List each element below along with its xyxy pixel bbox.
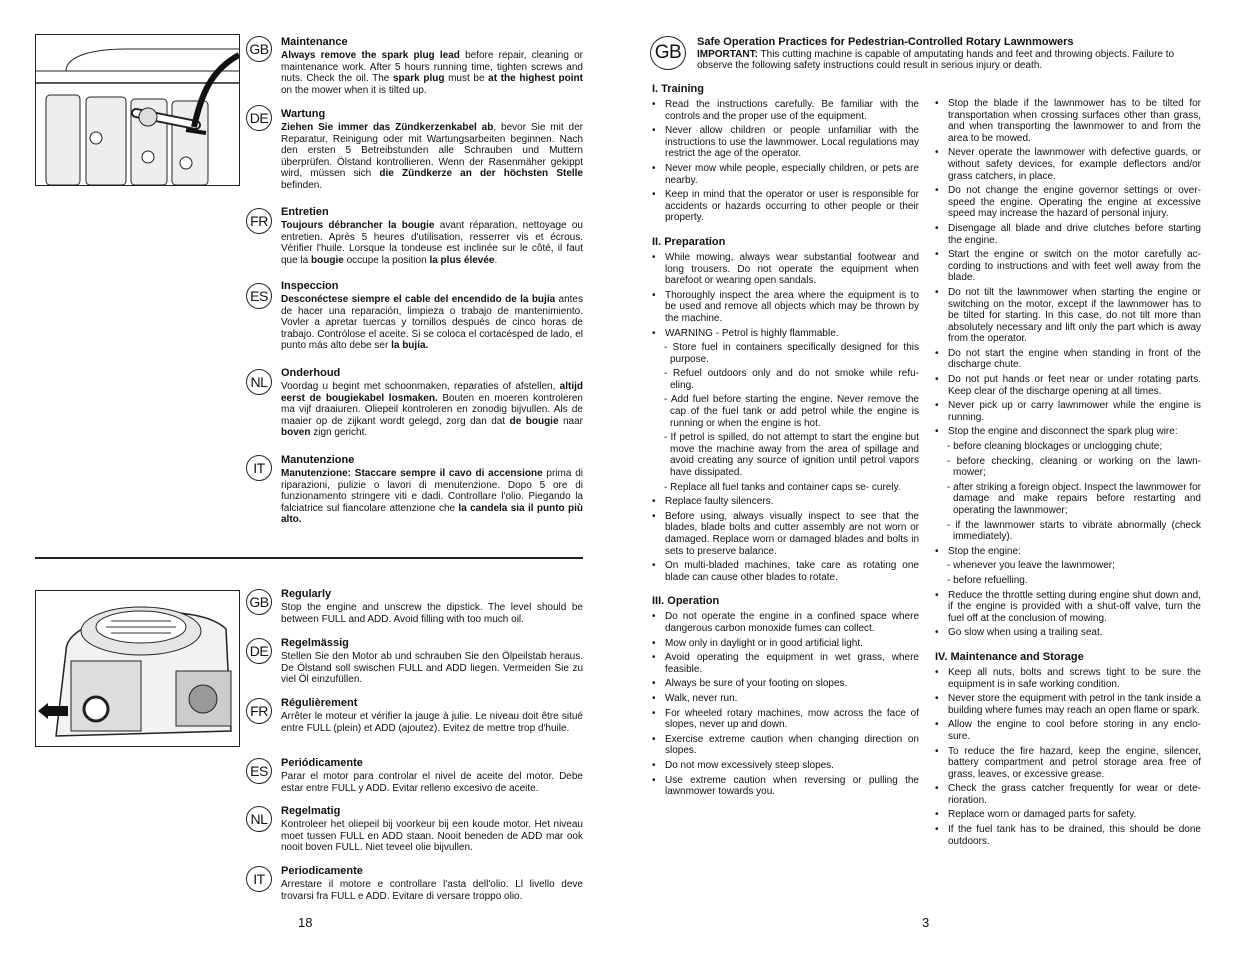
text-run: occupe la position (343, 254, 430, 266)
page-number-left: 18 (298, 915, 313, 930)
safety-heading: III. Operation (652, 595, 720, 608)
section-body: Arrêter le moteur et vérifier la jauge à julie. Le niveau doit être situé entre FULL (plein) et ADD (ajoutez). Evitez de mettre trop d'huile. (281, 711, 583, 734)
section-body (281, 294, 583, 352)
safety-bullet: • If the fuel tank has to be drained, this should be done outdoors. (935, 824, 1201, 847)
maintenance-section (281, 108, 583, 192)
safety-subitem: - Store fuel in containers specifically designed for this purpose. (664, 342, 919, 365)
section-title: Regelmatig (281, 805, 341, 817)
language-badge-it: IT (246, 455, 272, 481)
section-body (281, 50, 583, 96)
safety-bullet: • Disengage all blade and drive clutches before starting the engine. (935, 223, 1201, 246)
safety-heading: I. Training (652, 83, 704, 95)
spark-plug-drawing (36, 35, 239, 185)
text-run: naar (558, 415, 583, 427)
safety-bullet: • Do not start the engine when standing in front of the discharge chute. (935, 348, 1201, 371)
important-text: This cutting machine is capable of amputating hands and feet and throwing objects. Failure to observe the following safety instructions could result in serious injury or death. (697, 48, 1175, 72)
language-badge-gb: GB (246, 36, 272, 62)
text-run: Ziehen Sie immer das Zündkerzenkabel ab (281, 122, 494, 133)
section-body: Stellen Sie den Motor ab und schrauben Sie den Ölpeilstab heraus. De Ölstand soll swischen FULL and ADD liegen. Vermeiden Sie zu viel Öl einzufüllen. (281, 651, 583, 686)
safety-bullet: • Stop the engine: (935, 546, 1201, 558)
safety-bullet: • Replace worn or damaged parts for safety. (935, 809, 1201, 821)
page-number-right: 3 (922, 915, 930, 930)
text-run: de bougie (509, 415, 559, 427)
section-body: Kontroleer het oliepeil bij voorkeur bij een koude motor. Het niveau moet tussen FULL en ADD staan. Nooit beneden de ADD mar ook nooit boven FULL. Niet teveel olie bijvullen. (281, 819, 583, 854)
safety-bullet: • While mowing, always wear substantial footwear and long trousers. Do not operate the equipment when barefoot or wearing open sandals. (652, 252, 919, 287)
safety-subitem: - if the lawnmower starts to vibrate abnormally (check immediately). (947, 519, 1201, 543)
safety-column-right (935, 98, 1201, 859)
language-badge-de: DE (246, 638, 272, 664)
safety-bullet: • Avoid operating the equipment in wet grass, where feasible. (652, 652, 919, 675)
safety-bullet: • Do not mow excessively steep slopes. (652, 760, 919, 772)
text-run: die Zündkerze an der höchsten Stelle (379, 168, 583, 180)
language-badge-gb: GB (246, 589, 272, 615)
language-badge-de: DE (246, 105, 272, 131)
language-badge-nl: NL (246, 806, 272, 832)
safety-subitem: - If petrol is spilled, do not attempt to start the engine but move the machine away from the area of spillage and avoid creating any source of ignition until petrol vapors have dissipated. (664, 432, 919, 479)
safety-bullet: • Never store the equipment with petrol in the tank inside a building where fumes may reach an open flame or spark. (935, 693, 1201, 716)
safety-list (652, 99, 919, 224)
text-run: Toujours débrancher la bougie (281, 220, 435, 231)
safety-list (652, 611, 919, 797)
safety-list (935, 98, 1201, 639)
maintenance-section (281, 367, 583, 439)
safety-bullet: • Before using, always visually inspect to see that the blades, blade bolts and cutter assembly are not worn or damaged. Replace worn or damaged blades and bolts in sets to preserve balance. (652, 511, 919, 557)
text-run: on the mower when it is tilted up. (281, 84, 427, 96)
maintenance-section (281, 36, 583, 96)
safety-column-left (652, 83, 919, 810)
text-run: before repair, cleaning or maintenance work. After 5 hours running time, tighten screws and nuts. Check the oil. The (281, 50, 583, 85)
section-divider (35, 557, 583, 559)
section-title: Entretien (281, 206, 329, 218)
safety-bullet: • Keep in mind that the operator or user is responsible for accidents or hazards occurring to other people or their property. (652, 189, 919, 224)
safety-bullet: • Never allow children or people unfamiliar with the instructions to use the lawnmower. Local regulations may restrict the age of the operator. (652, 125, 919, 160)
text-run: la plus élevée (429, 254, 495, 266)
section-body: Arrestare il motore e controllare l'asta dell'olio. Ll livello deve trovarsi fra FULL e ADD. Evitare di versare troppo olio. (281, 879, 583, 902)
safety-bullet: • Thoroughly inspect the area where the equipment is to be used and remove all objects which may be thrown by the machine. (652, 290, 919, 325)
language-badge-it: IT (246, 866, 272, 892)
safety-bullet: • Do not operate the engine in a confined space where dangerous carbon monoxide fumes can collect. (652, 611, 919, 634)
section-title: Manutenzione (281, 454, 355, 466)
section-body (281, 122, 583, 192)
section-body (281, 220, 583, 266)
text-run: Always remove the spark plug lead (281, 50, 460, 61)
safety-bullet: • On multi-bladed machines, take care as rotating one blade can cause other blades to rotate. (652, 560, 919, 583)
engine-drawing (36, 591, 239, 746)
oil-check-section (281, 588, 583, 625)
section-title: Onderhoud (281, 367, 341, 379)
text-run: spark plug (393, 73, 445, 85)
engine-oil-illustration (35, 590, 240, 747)
section-title: Periodicamente (281, 865, 363, 877)
text-run: Bouten en moeren kontroleren ma vijf draaiuren. Oliepeil kontroleren en zonodig bijvullen. Als de maaier op de zijkant wordt gelegd, zorg dan dat (281, 392, 583, 427)
section-title: Wartung (281, 108, 326, 120)
section-title: Maintenance (281, 36, 348, 48)
text-run: bougie (311, 254, 344, 266)
language-badge-gb: GB (650, 36, 686, 70)
text-run: prima di riparazioni, pulizie o lavori di menutenzione. Dopo 5 ore di funzionamento stringere viti e dadi. Controllare l'olio. Piegando la falciatrice sul fiancolare attenzione che (281, 468, 583, 514)
text-run: avant réparation, nettoyage ou entretien. Après 5 heures d'utilisation, resserrer vis et écrous. Vérifier l'huile. Lorsque la tondeuse est inclinée sur le côté, il faut que la (281, 220, 583, 266)
safety-bullet: • Never pick up or carry lawnmower while the engine is running. (935, 400, 1201, 423)
safety-bullet: • Allow the engine to cool before storing in any enclo- sure. (935, 719, 1201, 742)
safety-bullet: • Start the engine or switch on the motor carefully ac- cording to instructions and with feet well away from the blade. (935, 249, 1201, 284)
oil-check-section (281, 865, 583, 902)
text-run: la bujía. (391, 340, 429, 352)
safety-bullet: • Never mow while people, especially children, or pets are nearby. (652, 163, 919, 186)
language-badge-fr: FR (246, 698, 272, 724)
safety-bullet: • Stop the blade if the lawnmower has to be tilted for transportation when crossing surfaces other than grass, and when transporting the lawnmower to and from the area to be mowed. (935, 98, 1201, 144)
safety-bullet: • Go slow when using a trailing seat. (935, 627, 1201, 639)
oil-check-section (281, 637, 583, 686)
safety-bullet: • Keep all nuts, bolts and screws tight to be sure the equipment is in safe working condition. (935, 667, 1201, 690)
important-notice (697, 49, 1207, 72)
text-run: boven (281, 427, 311, 439)
text-run: altijd eerst de bougiekabel losmaken. (281, 381, 583, 404)
oil-check-section (281, 757, 583, 794)
oil-check-section (281, 697, 583, 734)
safety-bullet: • Never operate the lawnmower with defective guards, or without safety devices, for example deflectors and/or grass catchers, in place. (935, 147, 1201, 182)
safety-subitem: - Add fuel before starting the engine. Never remove the cap of the fuel tank or add petrol while the engine is running or when the engine is hot. (664, 394, 919, 429)
safety-list (652, 252, 919, 583)
safety-bullet: • Stop the engine and disconnect the spark plug wire: (935, 426, 1201, 438)
safety-heading: IV. Maintenance and Storage (935, 650, 1084, 663)
maintenance-section (281, 280, 583, 352)
section-body: Parar el motor para controlar el nivel de aceite del motor. Debe estar entre FULL y ADD. Evitar relleno excesivo de aceite. (281, 771, 583, 794)
safety-bullet: • Always be sure of your footing on slopes. (652, 678, 919, 690)
safety-bullet: • Walk, never run. (652, 693, 919, 705)
safety-bullet: • WARNING - Petrol is highly flammable. (652, 328, 919, 340)
safety-subitem: - before refuelling. (947, 574, 1028, 586)
language-badge-fr: FR (246, 208, 272, 234)
section-title: Régulièrement (281, 697, 358, 709)
safety-bullet: • Check the grass catcher frequently for wear or dete- rioration. (935, 783, 1201, 806)
section-body (281, 381, 583, 439)
text-run: at the highest point (488, 73, 583, 85)
section-title: Regelmässig (281, 637, 349, 649)
text-run: Voordag u begint met schoonmaken, reparaties of afstellen, (281, 381, 560, 392)
safety-bullet: • Do not change the engine governor settings or over- speed the engine. Operating the engine at excessive speed may increase the hazard of personal injury. (935, 185, 1201, 220)
safety-bullet: • Do not put hands or feet near or under rotating parts. Keep clear of the discharge opening at all times. (935, 374, 1201, 397)
maintenance-section (281, 206, 583, 266)
safety-bullet: • Use extreme caution when reversing or pulling the lawnmower towards you. (652, 775, 919, 798)
text-run: befinden. (281, 179, 323, 191)
oil-check-section (281, 805, 583, 854)
maintenance-section (281, 454, 583, 526)
safety-subitem: - Replace all fuel tanks and container caps se- curely. (664, 481, 901, 493)
important-label: IMPORTANT: (697, 48, 758, 60)
safety-list (935, 667, 1201, 847)
section-title: Regularly (281, 588, 332, 600)
safety-subitem: - whenever you leave the lawnmower; (947, 560, 1115, 572)
spark-plug-illustration (35, 34, 240, 186)
safety-bullet: • Exercise extreme caution when changing direction on slopes. (652, 734, 919, 757)
text-run: Manutenzione: Staccare sempre il cavo di accensione (281, 468, 543, 479)
text-run: . (494, 254, 498, 266)
page-title: Safe Operation Practices for Pedestrian-Controlled Rotary Lawnmowers (697, 36, 1074, 48)
section-body (281, 468, 583, 526)
safety-bullet: • Do not tilt the lawnmower when starting the engine or switching on the motor, except if the lawnmower has to be tilted for starting. In this case, do not tilt more than absolutely necessary and lift only the part which is away from the operator. (935, 287, 1201, 345)
text-run: la candela sia il punto più alto. (281, 502, 583, 526)
safety-bullet: • Read the instructions carefully. Be familiar with the controls and the proper use of the equipment. (652, 99, 919, 122)
safety-subitem: - Refuel outdoors only and do not smoke while refu- eling. (664, 368, 919, 391)
section-title: Inspeccion (281, 280, 339, 292)
language-badge-nl: NL (246, 369, 272, 395)
safety-bullet: • Replace faulty silencers. (652, 496, 919, 508)
safety-subitem: - before checking, cleaning or working on the lawn- mower; (947, 455, 1201, 479)
safety-bullet: • For wheeled rotary machines, mow across the face of slopes, never up and down. (652, 708, 919, 731)
text-run: , bevor Sie mit der Reparatur, Reinigung oder mit Wartungsarbeiten beginnen. Nach den ersten 5 Betreibstunden alle Schrauben und Muttern überprüfen. Ölstand kontrollieren. Wenn der Rasenmäher gekippt wird, müssen sich (281, 122, 583, 180)
text-run: Desconéctese siempre el cable del encendido de la bujía (281, 294, 556, 305)
text-run: antes de hacer una reparación, limpieza o trabajo de mantenimiento. Vovler a apretar tuercas y tornillos después de cinco horas de trabajo. Contrólose el aceite. Si se coloca el cortacésped de lado, el punto más alto debe ser (281, 294, 583, 352)
safety-bullet: • Mow only in daylight or in good artificial light. (652, 638, 919, 650)
safety-header (697, 37, 1207, 72)
safety-heading: II. Preparation (652, 235, 726, 248)
text-run: must be (444, 73, 489, 85)
section-body: Stop the engine and unscrew the dipstick. The level should be between FULL and ADD. Avoid filling with too much oil. (281, 602, 583, 625)
text-run: zign gericht. (310, 427, 368, 439)
language-badge-es: ES (246, 758, 272, 784)
language-badge-es: ES (246, 283, 272, 309)
safety-subitem: - after striking a foreign object. Inspect the lawnmower for damage and make repairs before restarting and operating the lawnmower; (947, 481, 1202, 516)
section-title: Periódicamente (281, 757, 363, 769)
safety-bullet: • Reduce the throttle setting during engine shut down and, if the engine is provided with a shut-off valve, turn the fuel off at the conclusion of mowing. (935, 590, 1201, 625)
safety-subitem: - before cleaning blockages or unclogging chute; (947, 441, 1163, 453)
safety-bullet: • To reduce the fire hazard, keep the engine, silencer, battery compartment and petrol storage area free of grass, leaves, or excessive grease. (935, 746, 1201, 781)
